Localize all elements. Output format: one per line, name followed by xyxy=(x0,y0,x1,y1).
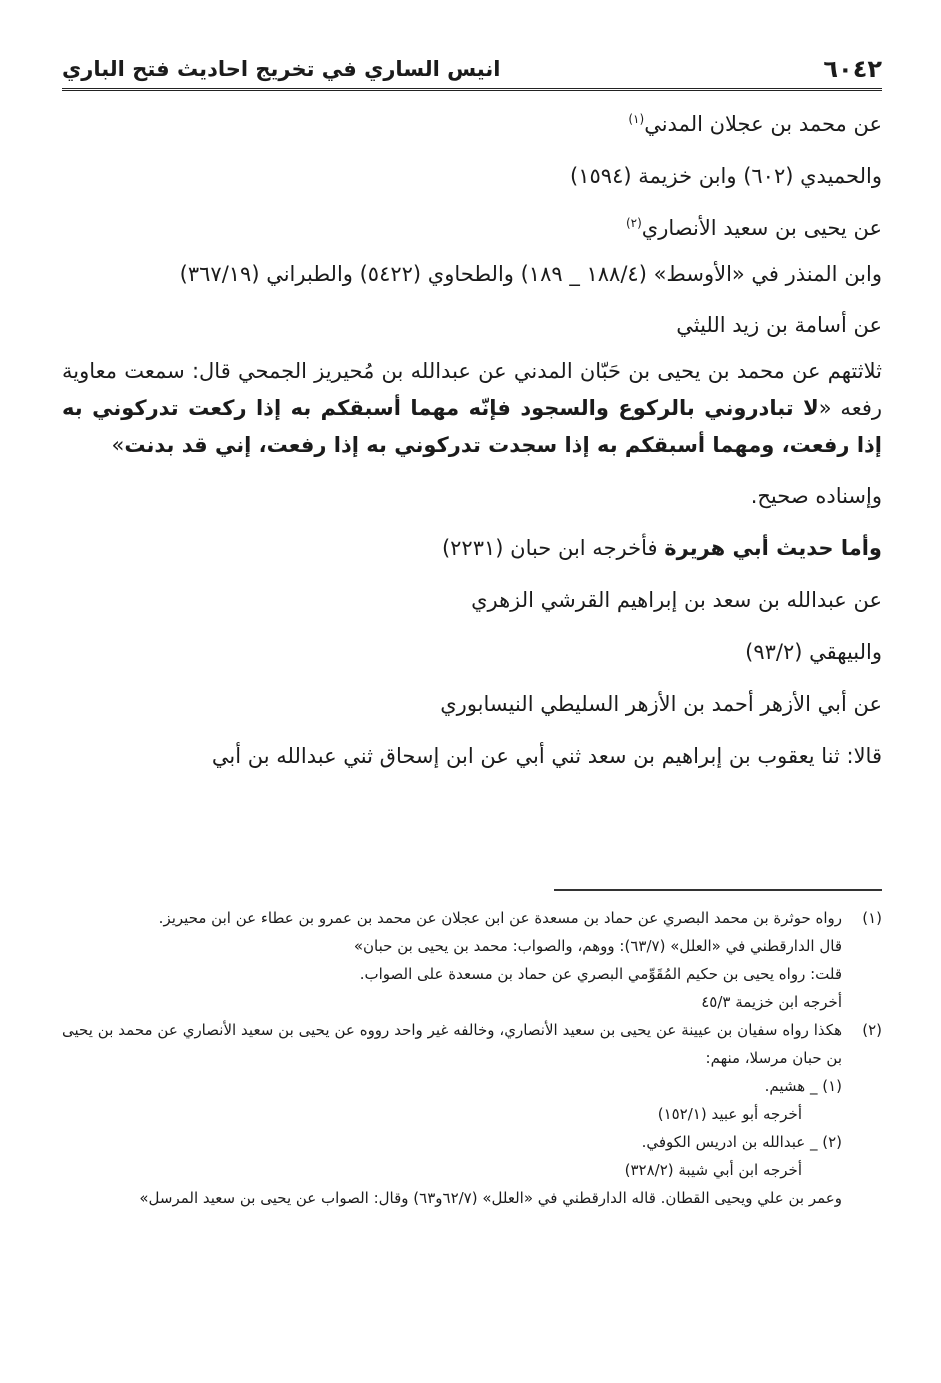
text: ثلاثتهم عن محمد بن يحيى بن حَبّان المدني عن عبدالله بن مُحيريز الجمحي قال: سمعت معاوية رفعه « xyxy=(62,359,883,420)
footnote-separator xyxy=(554,889,882,891)
hadith-text: لا تبادروني بالركوع والسجود فإنّه مهما أسبقكم به إذا ركعت تدركوني به إذا رفعت، ومهما أسبقكم به إذا سجدت تدركوني به إذا رفعت، إني قد بدنت xyxy=(62,396,882,457)
text: عن يحيى بن سعيد الأنصاري xyxy=(641,216,882,240)
footnote-line: قال الدارقطني في «العلل» (٦٣/٧): ووهم، والصواب: محمد بن يحيى بن حبان» xyxy=(353,937,842,955)
text: » xyxy=(111,433,125,457)
text-line: والبيهقي (٩٣/٢) xyxy=(745,640,882,664)
hadith-paragraph xyxy=(62,353,882,464)
text-line: وإسناده صحيح. xyxy=(750,484,882,508)
section-heading: وأما حديث أبي هريرة xyxy=(664,536,882,560)
footnote-line: (٢) _ عبدالله بن ادريس الكوفي. xyxy=(641,1133,842,1151)
footnote-number: (٢) xyxy=(862,1021,882,1039)
footnote-line: رواه حوثرة بن محمد البصري عن حماد بن مسعدة عن ابن عجلان عن محمد بن عمرو بن عطاء عن ابن محيريز. xyxy=(158,909,842,927)
footnote-text xyxy=(62,904,842,1016)
footnote-line: أخرجه أبو عبيد (١٥٢/١) xyxy=(657,1105,802,1123)
text-line: عن أسامة بن زيد الليثي xyxy=(676,313,882,337)
text-line xyxy=(62,524,882,572)
page-number: ٦٠٤٢ xyxy=(823,55,882,83)
text: فأخرجه ابن حبان (٢٢٣١) xyxy=(441,536,665,560)
text-line: عن عبدالله بن سعد بن إبراهيم القرشي الزهري xyxy=(471,588,882,612)
footnotes xyxy=(62,904,882,1212)
footnote-1 xyxy=(62,904,882,1016)
text-line: وابن المنذر في «الأوسط» (١٨٨/٤ _ ١٨٩) والطحاوي (٥٤٢٢) والطبراني (٣٦٧/١٩) xyxy=(179,262,882,286)
text: عن محمد بن عجلان المدني xyxy=(644,112,882,136)
text-line: قالا: ثنا يعقوب بن إبراهيم بن سعد ثني أبي عن ابن إسحاق ثني عبدالله بن أبي xyxy=(211,744,882,768)
text-line xyxy=(62,204,882,252)
footnote-line: أخرجه ابن أبي شيبة (٣٢٨/٢) xyxy=(624,1161,802,1179)
running-title: انيس الساري في تخريج احاديث فتح الباري xyxy=(62,57,501,81)
main-text xyxy=(62,100,882,784)
footnote-number: (١) xyxy=(862,909,882,927)
text-line: عن أبي الأزهر أحمد بن الأزهر السليطي النيسابوري xyxy=(440,692,882,716)
footnote-ref[interactable]: (٢) xyxy=(625,216,642,230)
text-line xyxy=(62,100,882,148)
footnote-line: وعمر بن علي ويحيى القطان. قاله الدارقطني في «العلل» (٦٢/٧و٦٣) وقال: الصواب عن يحيى بن سعيد المرسل» xyxy=(139,1189,842,1207)
footnote-2 xyxy=(62,1016,882,1212)
footnote-line: قلت: رواه يحيى بن حكيم المُقَوِّمي البصري عن حماد بن مسعدة على الصواب. xyxy=(359,965,842,983)
text-line: والحميدي (٦٠٢) وابن خزيمة (١٥٩٤) xyxy=(570,164,882,188)
footnote-text xyxy=(62,1016,842,1212)
footnote-line: (١) _ هشيم. xyxy=(764,1077,842,1095)
page-header xyxy=(62,50,882,91)
footnote-ref[interactable]: (١) xyxy=(628,112,645,126)
footnote-line: هكذا رواه سفيان بن عيينة عن يحيى بن سعيد الأنصاري، وخالفه غير واحد رووه عن يحيى بن سعيد الأنصاري عن محمد بن يحيى بن حبان مرسلا، منهم: xyxy=(62,1021,842,1067)
footnote-line: أخرجه ابن خزيمة ٤٥/٣ xyxy=(701,993,842,1011)
book-page xyxy=(62,0,882,1383)
